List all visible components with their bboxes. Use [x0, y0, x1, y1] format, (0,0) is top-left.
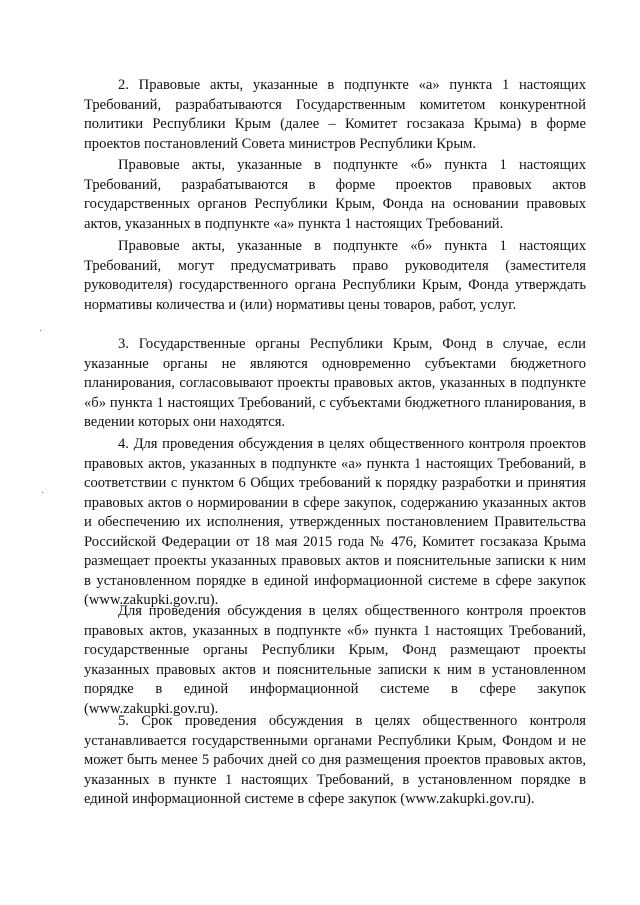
paragraph-2-continuation: Правовые акты, указанные в подпункте «б» пункта 1 настоящих Требований, разрабатываются в форме проектов правовых актов государственных органов Республики Крым, Фонда на основании правовых актов, указанных в подпункте «а» пункта 1 настоящих Требований. [84, 157, 586, 232]
scan-speck [40, 330, 41, 331]
paragraph-2: 2. Правовые акты, указанные в подпункте «а» пункта 1 настоящих Требований, разрабатываются Государственным комитетом конкурентной политики Республики Крым (далее – Комитет госзаказа Крыма) в форме проектов постановлений Совета министров Республики Крым. [84, 77, 586, 152]
scan-speck [42, 492, 43, 493]
paragraph-2-rights: Правовые акты, указанные в подпункте «б» пункта 1 настоящих Требований, могут предусматривать право руководителя (заместителя руководителя) государственного органа Республики Крым, Фонда утверждать нормативы количества и (или) нормативы цены товаров, работ, услуг. [84, 238, 586, 313]
paragraph-4: 4. Для проведения обсуждения в целях общественного контроля проектов правовых актов, указанных в подпункте «а» пункта 1 настоящих Требований, в соответствии с пунктом 6 Общих требований к порядку разработки и принятия правовых актов о нормировании в сфере закупок, содержанию указанных актов и обеспечению их исполнения, утвержденных постановлением Правительства Российской Федерации от 18 мая 2015 года № 476, Комитет госзаказа Крыма размещает проекты указанных правовых актов и пояснительные записки к ним в установленном порядке в единой информационной системе в сфере закупок (www.zakupki.gov.ru). [84, 436, 586, 608]
paragraph-5: 5. Срок проведения обсуждения в целях общественного контроля устанавливается государственными органами Республики Крым, Фондом и не может быть менее 5 рабочих дней со дня размещения проектов правовых актов, указанных в пункте 1 настоящих Требований, в установленном порядке в единой информационной системе в сфере закупок (www.zakupki.gov.ru). [84, 713, 586, 807]
paragraph-4-continuation: Для проведения обсуждения в целях общественного контроля проектов правовых актов, указанных в подпункте «б» пункта 1 настоящих Требований, государственные органы Республики Крым, Фонд размещают проекты указанных правовых актов и пояснительные записки к ним в установленном порядке в единой информационной системе в сфере закупок (www.zakupki.gov.ru). [84, 603, 586, 717]
paragraph-3: 3. Государственные органы Республики Крым, Фонд в случае, если указанные органы не являются одновременно субъектами бюджетного планирования, согласовывают проекты правовых актов, указанных в подпункте «б» пункта 1 настоящих Требований, с субъектами бюджетного планирования, в ведении которых они находятся. [84, 336, 586, 430]
